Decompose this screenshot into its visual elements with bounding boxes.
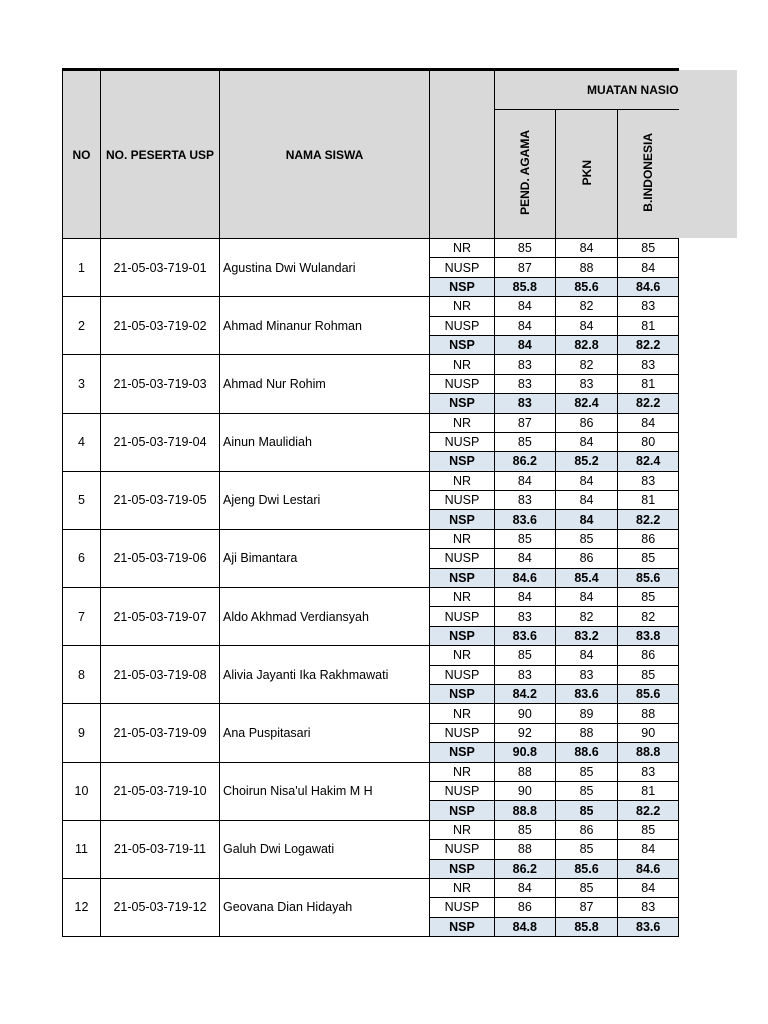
score-cell: 84 <box>555 239 618 258</box>
score-cell: 88.8 <box>495 801 556 820</box>
student-name: Ajeng Dwi Lestari <box>220 471 430 529</box>
table-row <box>63 297 679 316</box>
student-peserta: 21-05-03-719-08 <box>101 646 220 704</box>
score-cell: 85 <box>495 646 556 665</box>
table-row <box>63 471 679 490</box>
score-cell: 85 <box>618 588 679 607</box>
score-cell: 84 <box>495 549 556 568</box>
table-row <box>63 878 679 897</box>
score-cell: 84 <box>555 471 618 490</box>
header-no: NO <box>63 70 101 239</box>
table-row <box>63 529 679 548</box>
student-no: 6 <box>63 529 101 587</box>
score-type: NSP <box>430 801 495 820</box>
score-type: NSP <box>430 626 495 645</box>
score-cell: 80 <box>618 432 679 451</box>
score-cell: 85 <box>555 878 618 897</box>
score-cell: 86 <box>555 413 618 432</box>
student-no: 10 <box>63 762 101 820</box>
student-peserta: 21-05-03-719-04 <box>101 413 220 471</box>
score-cell: 83 <box>495 665 556 684</box>
score-cell: 85.2 <box>555 452 618 471</box>
student-no: 1 <box>63 239 101 297</box>
student-name: Choirun Nisa'ul Hakim M H <box>220 762 430 820</box>
score-cell: 84 <box>495 878 556 897</box>
student-no: 11 <box>63 820 101 878</box>
score-cell: 87 <box>555 898 618 917</box>
score-type: NUSP <box>430 549 495 568</box>
table-row <box>63 588 679 607</box>
score-type: NUSP <box>430 491 495 510</box>
student-peserta: 21-05-03-719-11 <box>101 820 220 878</box>
score-cell: 83 <box>618 297 679 316</box>
student-no: 12 <box>63 878 101 936</box>
score-cell: 88 <box>618 704 679 723</box>
score-cell: 84 <box>555 491 618 510</box>
score-cell: 86 <box>555 549 618 568</box>
student-no: 5 <box>63 471 101 529</box>
table-row <box>63 820 679 839</box>
score-type: NSP <box>430 568 495 587</box>
score-cell: 89 <box>555 704 618 723</box>
student-peserta: 21-05-03-719-10 <box>101 762 220 820</box>
score-cell: 85 <box>618 820 679 839</box>
score-cell: 82.8 <box>555 335 618 354</box>
score-cell: 82.2 <box>618 801 679 820</box>
score-cell: 83 <box>618 898 679 917</box>
table-row <box>63 355 679 374</box>
score-cell: 90.8 <box>495 743 556 762</box>
header-peserta: NO. PESERTA USP <box>101 70 220 239</box>
header-subject-agama <box>495 110 556 239</box>
score-cell: 83 <box>618 355 679 374</box>
score-cell: 83 <box>618 762 679 781</box>
student-peserta: 21-05-03-719-03 <box>101 355 220 413</box>
score-cell: 83 <box>618 471 679 490</box>
header-nama: NAMA SISWA <box>220 70 430 239</box>
table-row <box>63 646 679 665</box>
student-peserta: 21-05-03-719-05 <box>101 471 220 529</box>
score-cell: 82.2 <box>618 510 679 529</box>
subject-label: PEND. AGAMA <box>517 130 532 215</box>
score-cell: 84 <box>495 471 556 490</box>
score-type: NUSP <box>430 665 495 684</box>
score-cell: 90 <box>495 781 556 800</box>
score-cell: 88.6 <box>555 743 618 762</box>
score-cell: 81 <box>618 316 679 335</box>
score-cell: 83.6 <box>495 510 556 529</box>
score-cell: 83.6 <box>495 626 556 645</box>
score-type: NSP <box>430 859 495 878</box>
score-cell: 83.6 <box>618 917 679 936</box>
score-cell: 84 <box>555 646 618 665</box>
score-cell: 84.6 <box>495 568 556 587</box>
student-name: Ahmad Nur Rohim <box>220 355 430 413</box>
score-cell: 83.2 <box>555 626 618 645</box>
table-row <box>63 762 679 781</box>
score-type: NR <box>430 529 495 548</box>
score-cell: 88 <box>555 723 618 742</box>
score-type: NSP <box>430 277 495 296</box>
score-cell: 83 <box>555 665 618 684</box>
score-cell: 82.2 <box>618 335 679 354</box>
score-cell: 85.8 <box>555 917 618 936</box>
score-cell: 85 <box>555 781 618 800</box>
score-cell: 83 <box>495 607 556 626</box>
score-type: NSP <box>430 510 495 529</box>
student-peserta: 21-05-03-719-09 <box>101 704 220 762</box>
student-name: Ahmad Minanur Rohman <box>220 297 430 355</box>
header-muatan: MUATAN NASIO <box>495 70 679 110</box>
score-cell: 84.8 <box>495 917 556 936</box>
score-cell: 82 <box>555 607 618 626</box>
score-type: NR <box>430 588 495 607</box>
score-type: NR <box>430 762 495 781</box>
score-type: NR <box>430 297 495 316</box>
score-cell: 86 <box>618 529 679 548</box>
score-type: NSP <box>430 743 495 762</box>
score-cell: 84.2 <box>495 684 556 703</box>
score-cell: 85.6 <box>555 277 618 296</box>
score-cell: 84 <box>555 588 618 607</box>
student-peserta: 21-05-03-719-07 <box>101 588 220 646</box>
score-type: NUSP <box>430 723 495 742</box>
score-cell: 82.4 <box>555 394 618 413</box>
score-cell: 82 <box>618 607 679 626</box>
student-name: Geovana Dian Hidayah <box>220 878 430 936</box>
student-no: 4 <box>63 413 101 471</box>
score-type: NUSP <box>430 316 495 335</box>
table-body <box>63 239 679 937</box>
score-type: NR <box>430 704 495 723</box>
score-cell: 85 <box>618 549 679 568</box>
score-type: NR <box>430 820 495 839</box>
score-cell: 84 <box>495 588 556 607</box>
score-cell: 85 <box>555 762 618 781</box>
score-cell: 81 <box>618 781 679 800</box>
score-cell: 83 <box>495 491 556 510</box>
score-cell: 82 <box>555 355 618 374</box>
score-cell: 83 <box>555 374 618 393</box>
score-type: NUSP <box>430 374 495 393</box>
student-name: Ainun Maulidiah <box>220 413 430 471</box>
score-cell: 85 <box>618 665 679 684</box>
score-type: NR <box>430 878 495 897</box>
score-cell: 82.4 <box>618 452 679 471</box>
score-type: NSP <box>430 394 495 413</box>
student-name: Ana Puspitasari <box>220 704 430 762</box>
score-type: NUSP <box>430 607 495 626</box>
score-type: NSP <box>430 917 495 936</box>
score-type: NR <box>430 646 495 665</box>
score-cell: 83.6 <box>555 684 618 703</box>
score-cell: 88 <box>555 258 618 277</box>
score-cell: 84 <box>495 335 556 354</box>
score-cell: 85 <box>495 432 556 451</box>
score-cell: 84 <box>495 297 556 316</box>
table-row <box>63 413 679 432</box>
student-no: 8 <box>63 646 101 704</box>
score-type: NSP <box>430 452 495 471</box>
table-row <box>63 704 679 723</box>
score-type: NUSP <box>430 898 495 917</box>
score-cell: 84 <box>618 840 679 859</box>
score-type: NUSP <box>430 432 495 451</box>
header-subject-bindonesia <box>618 110 679 239</box>
score-cell: 83.8 <box>618 626 679 645</box>
score-cell: 84 <box>618 258 679 277</box>
score-cell: 85 <box>495 820 556 839</box>
score-cell: 83 <box>495 394 556 413</box>
student-no: 9 <box>63 704 101 762</box>
score-type: NUSP <box>430 781 495 800</box>
score-cell: 85 <box>555 529 618 548</box>
score-cell: 85 <box>555 801 618 820</box>
student-no: 3 <box>63 355 101 413</box>
score-cell: 85 <box>555 840 618 859</box>
student-peserta: 21-05-03-719-01 <box>101 239 220 297</box>
score-cell: 88 <box>495 840 556 859</box>
table-header <box>63 70 679 239</box>
student-no: 2 <box>63 297 101 355</box>
score-cell: 85.8 <box>495 277 556 296</box>
score-cell: 84 <box>618 413 679 432</box>
score-cell: 87 <box>495 258 556 277</box>
grades-table <box>62 68 679 937</box>
score-cell: 86.2 <box>495 859 556 878</box>
score-cell: 88 <box>495 762 556 781</box>
score-type: NR <box>430 239 495 258</box>
student-peserta: 21-05-03-719-02 <box>101 297 220 355</box>
table-row <box>63 239 679 258</box>
score-cell: 86 <box>555 820 618 839</box>
student-peserta: 21-05-03-719-06 <box>101 529 220 587</box>
score-cell: 92 <box>495 723 556 742</box>
score-cell: 85.6 <box>555 859 618 878</box>
score-cell: 82.2 <box>618 394 679 413</box>
score-cell: 86 <box>618 646 679 665</box>
header-type <box>430 70 495 239</box>
score-type: NUSP <box>430 258 495 277</box>
score-cell: 81 <box>618 491 679 510</box>
student-name: Aldo Akhmad Verdiansyah <box>220 588 430 646</box>
score-cell: 83 <box>495 355 556 374</box>
score-cell: 85.6 <box>618 684 679 703</box>
student-name: Galuh Dwi Logawati <box>220 820 430 878</box>
student-name: Aji Bimantara <box>220 529 430 587</box>
score-cell: 85 <box>495 529 556 548</box>
score-cell: 85 <box>618 239 679 258</box>
score-cell: 86 <box>495 898 556 917</box>
score-type: NR <box>430 413 495 432</box>
score-cell: 84 <box>495 316 556 335</box>
subject-label: PKN <box>579 159 594 186</box>
student-name: Agustina Dwi Wulandari <box>220 239 430 297</box>
header-subject-pkn <box>555 110 618 239</box>
score-cell: 85 <box>495 239 556 258</box>
score-cell: 82 <box>555 297 618 316</box>
score-cell: 84.6 <box>618 277 679 296</box>
score-cell: 87 <box>495 413 556 432</box>
score-cell: 86.2 <box>495 452 556 471</box>
score-cell: 85.6 <box>618 568 679 587</box>
score-type: NR <box>430 355 495 374</box>
score-cell: 84.6 <box>618 859 679 878</box>
subject-label: B.INDONESIA <box>641 133 656 212</box>
score-cell: 84 <box>618 878 679 897</box>
score-cell: 83 <box>495 374 556 393</box>
student-name: Alivia Jayanti Ika Rakhmawati <box>220 646 430 704</box>
score-type: NSP <box>430 684 495 703</box>
score-cell: 90 <box>618 723 679 742</box>
score-cell: 88.8 <box>618 743 679 762</box>
score-cell: 84 <box>555 510 618 529</box>
score-cell: 81 <box>618 374 679 393</box>
score-cell: 90 <box>495 704 556 723</box>
student-peserta: 21-05-03-719-12 <box>101 878 220 936</box>
score-type: NUSP <box>430 840 495 859</box>
score-cell: 84 <box>555 316 618 335</box>
score-cell: 85.4 <box>555 568 618 587</box>
score-type: NR <box>430 471 495 490</box>
score-cell: 84 <box>555 432 618 451</box>
student-no: 7 <box>63 588 101 646</box>
score-type: NSP <box>430 335 495 354</box>
